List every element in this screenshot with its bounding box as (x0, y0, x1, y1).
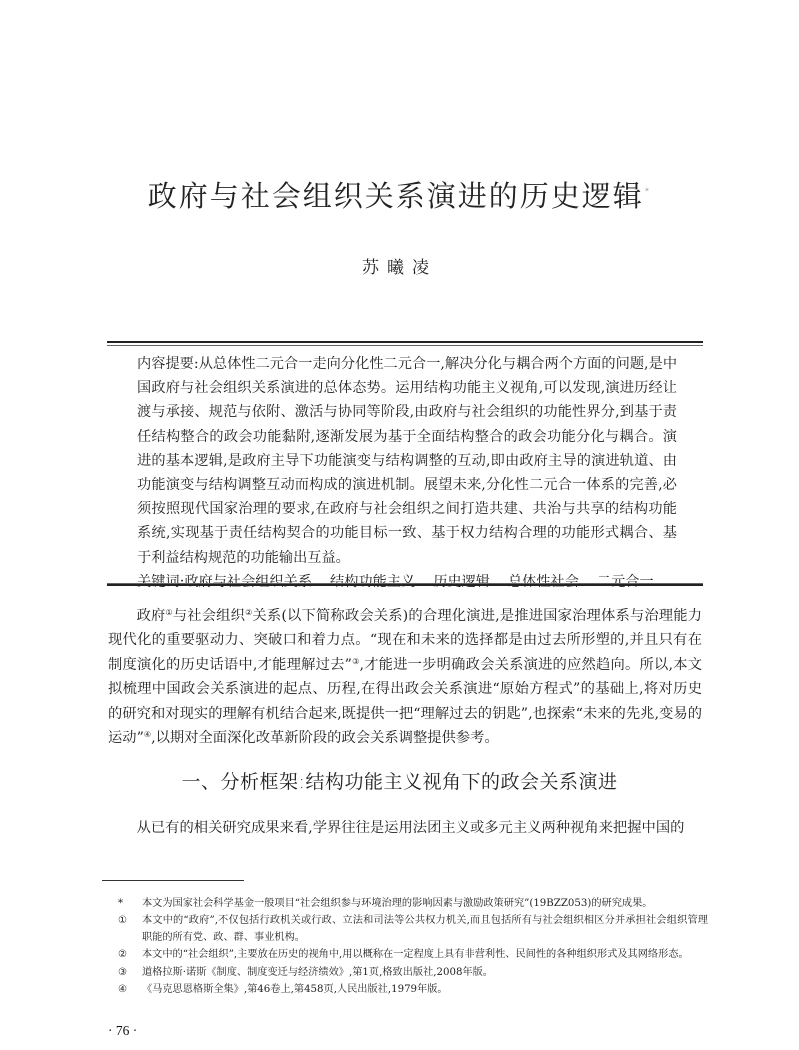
footnote-text: 本文中的“社会组织”,主要放在历史的视角中,用以概称在一定程度上具有非营利性、民间性的各种组织形式及其网络形态。 (142, 949, 689, 961)
footnote-text: 本文为国家社会科学基金一般项目“社会组织参与环境治理的影响因素与激励政策研究”(19BZZ053)的研究成果。 (142, 898, 653, 909)
abstract-label: 内容提要: (137, 356, 199, 372)
abstract-paragraph (137, 352, 677, 570)
footnote-ref-1[interactable]: ① (165, 608, 173, 617)
keyword: 结构功能主义 (330, 573, 416, 590)
footnote-item (118, 913, 708, 947)
footnote-marker: ④ (118, 983, 128, 995)
article-author: 苏曦凌 (362, 258, 437, 278)
article-title (0, 176, 799, 216)
section1-body (108, 816, 702, 840)
footnote-item (118, 947, 708, 964)
article-title-text: 政府与社会组织关系演进的历史逻辑 (147, 179, 644, 213)
footnote-item (118, 896, 708, 913)
keyword: 政府与社会组织关系 (184, 573, 313, 590)
footnote-text: 道格拉斯·诺斯《制度、制度变迁与经济绩效》,第1页,格致出版社,2008年版。 (142, 966, 493, 978)
intro-text: 关系(以下简称政会关系)的合理化演进,是推进国家治理体系与治理能力现代化的重要驱动力、突破口和着力点。“现在和未来的选择都是由过去所形塑的,并且只有在制度演化的历史话语中,才能理解过去” (108, 608, 703, 673)
footnote-ref-4[interactable]: ④ (143, 730, 152, 740)
footnote-marker: ③ (118, 966, 128, 978)
footnote-item (118, 965, 708, 982)
footnote-item (118, 982, 708, 999)
page-number: · 76 · (108, 1023, 138, 1038)
intro-text: ,以期对全面深化改革新阶段的政会关系调整提供参考。 (151, 730, 499, 747)
keyword: 二元合一 (596, 573, 654, 590)
title-footnote-marker: * (644, 187, 652, 197)
footnote-ref-2[interactable]: ② (245, 608, 253, 617)
intro-text: ,才能进一步明确政会关系演进的应然趋向。所以,本文拟梳理中国政会关系演进的起点、历程,在得出政会关系演进“原始方程式”的基础上,将对历史的研究和对现实的理解有机结合起来,既提供一把“理解过去的钥匙”,也探索“未来的先兆,变易的运动” (108, 656, 702, 747)
keywords-label: 关键词: (137, 573, 185, 590)
footnote-text: 本文中的“政府”,不仅包括行政机关或行政、立法和司法等公共权力机关,而且包括所有与社会组织相区分并承担社会组织管理职能的所有党、政、群、事业机构。 (142, 915, 708, 944)
keywords-line (137, 570, 677, 594)
abstract-block (137, 352, 677, 594)
keyword: 历史逻辑 (433, 573, 490, 590)
abstract-top-rule (107, 341, 703, 346)
footnotes (118, 896, 708, 999)
section-heading: 一、分析框架:结构功能主义视角下的政会关系演进 (181, 771, 618, 793)
footnote-text: 《马克思恩格斯全集》,第46卷上,第458页,人民出版社,1979年版。 (142, 983, 448, 995)
keyword: 总体性社会 (507, 573, 579, 590)
intro-text: 政府 (136, 608, 166, 624)
footnote-ref-3[interactable]: ③ (351, 656, 360, 666)
footnote-separator (102, 880, 244, 881)
abstract-bottom-rule (107, 583, 703, 586)
footnote-marker: ② (118, 949, 128, 961)
intro-text: 与社会组织 (172, 608, 246, 624)
abstract-text: 从总体性二元合一走向分化性二元合一,解决分化与耦合两个方面的问题,是中国政府与社会组织关系演进的总体态势。运用结构功能主义视角,可以发现,演进历经让渡与承接、规范与依附、激活与协同等阶段,由政府与社会组织的功能性界分,到基于责任结构整合的政会功能黏附,逐渐发展为基于全面结构整合的政会功能分化与耦合。演进的基本逻辑,是政府主导下功能演变与结构调整的互动,即由政府主导的演进轨道、由功能演变与结构调整互动而构成的演进机制。展望未来,分化性二元合一体系的完善,必须按照现代国家治理的要求,在政府与社会组织之间打造共建、共治与共享的结构功能系统,实现基于责任结构契合的功能目标一致、基于权力结构合理的功能形式耦合、基于利益结构规范的功能输出互益。 (137, 356, 678, 566)
section1-paragraph: 从已有的相关研究成果来看,学界往往是运用法团主义或多元主义两种视角来把握中国的 (136, 820, 685, 836)
intro-section (108, 604, 702, 750)
footnote-marker: * (118, 898, 124, 909)
intro-paragraph (108, 604, 702, 750)
footnote-marker: ① (118, 915, 128, 927)
